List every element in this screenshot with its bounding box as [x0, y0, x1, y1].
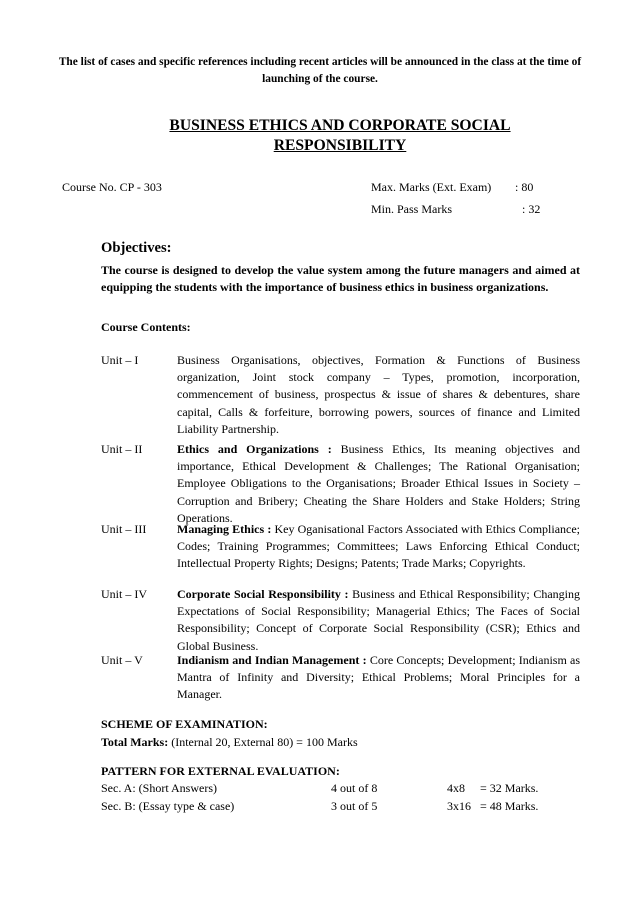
unit-5-text — [177, 652, 580, 704]
unit-5-label: Unit – V — [101, 653, 143, 667]
unit-1-description: Business Organisations, objectives, Formation & Functions of Business organization, Joint stock company – Types, promotion, incorporation, commencement of business, prospectus & issue of shares & debentures, share capital, Calls & forfeiture, borrowing powers, sources of finance and Limited Liability Partnership. — [177, 353, 580, 436]
total-marks-label: Total Marks: — [101, 735, 169, 749]
course-title — [60, 116, 620, 156]
pattern-row-b-calc: 3x16 — [447, 799, 471, 813]
pattern-row-a-section: Sec. A: (Short Answers) — [101, 781, 217, 795]
objectives-text: The course is designed to develop the value system among the future managers and aimed at equipping the students with the importance of business ethics in business organizations. — [101, 263, 580, 295]
unit-4-description: Business and Ethical Responsibility; Changing Expectations of Social Responsibility; Managerial Ethics; The Faces of Social Responsibility; Concept of Corporate Social Responsibility (CSR); Ethics and Global Business. — [177, 587, 580, 653]
pattern-row-b-count: 3 out of 5 — [331, 799, 378, 813]
unit-4-label: Unit – IV — [101, 587, 147, 601]
pattern-row-a-calc: 4x8 — [447, 781, 465, 795]
unit-3-text — [177, 521, 580, 573]
max-marks-label: Max. Marks (Ext. Exam) — [371, 180, 492, 194]
unit-1-text — [177, 352, 580, 438]
unit-4-text — [177, 586, 580, 655]
unit-3-label: Unit – III — [101, 522, 147, 536]
title-line-2: RESPONSIBILITY — [273, 137, 407, 154]
header-note: The list of cases and specific references including recent articles will be announced in the class at the time of launching of the course. — [58, 56, 582, 85]
course-contents-heading: Course Contents: — [101, 320, 191, 334]
course-number: Course No. CP - 303 — [62, 180, 162, 194]
unit-2-description: Business Ethics, Its meaning objectives and importance, Ethical Development & Challenges; The Rational Organisation; Employee Obligations to the Organisations; Broader Ethical Issues in Society – Corruption and Bribery; Cheating the Share Holders and Stake Holders; String Operations. — [177, 442, 580, 525]
min-pass-value: : 32 — [522, 202, 541, 216]
pattern-row-a-result: = 32 Marks. — [480, 781, 539, 795]
title-line-1: BUSINESS ETHICS AND CORPORATE SOCIAL — [169, 117, 511, 134]
unit-5-title: Indianism and Indian Management : — [177, 653, 367, 667]
unit-2-title: Ethics and Organizations : — [177, 442, 332, 456]
unit-2-label: Unit – II — [101, 442, 143, 456]
pattern-row-b-result: = 48 Marks. — [480, 799, 539, 813]
unit-2-text — [177, 441, 580, 527]
unit-5-description: Core Concepts; Development; Indianism as Mantra of Infinity and Diversity; Ethical Problems; Moral Principles for a Manager. — [177, 653, 581, 702]
unit-3-title: Managing Ethics : — [177, 522, 272, 536]
total-marks-text: (Internal 20, External 80) = 100 Marks — [168, 735, 358, 749]
pattern-row-b-section: Sec. B: (Essay type & case) — [101, 799, 235, 813]
max-marks-value: : 80 — [515, 180, 534, 194]
unit-3-description: Key Oganisational Factors Associated with Ethics Compliance; Codes; Training Programmes; Committees; Laws Enforcing Ethical Conduct; Intellectual Property Rights; Designs; Patents; Trade Marks; Copyrights. — [177, 522, 581, 571]
unit-4-title: Corporate Social Responsibility : — [177, 587, 349, 601]
pattern-row-a-count: 4 out of 8 — [331, 781, 378, 795]
min-pass-label: Min. Pass Marks — [371, 202, 453, 216]
scheme-heading: SCHEME OF EXAMINATION: — [101, 717, 268, 731]
objectives-heading: Objectives: — [101, 240, 172, 256]
total-marks — [101, 734, 358, 751]
pattern-heading: PATTERN FOR EXTERNAL EVALUATION: — [101, 764, 340, 778]
unit-1-label: Unit – I — [101, 353, 139, 367]
